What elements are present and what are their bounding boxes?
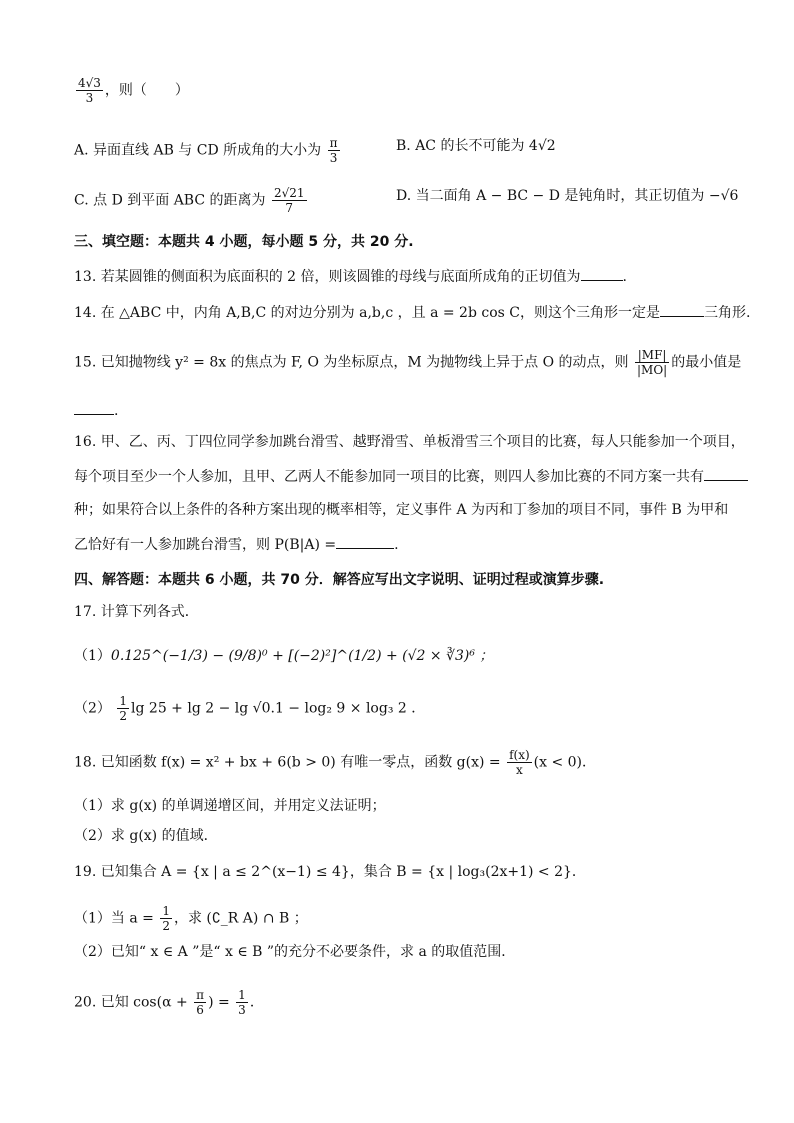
answer-blank (581, 266, 623, 281)
answer-blank (704, 466, 748, 481)
question-20: 20. 已知 cos(α + $\frac{\pi}{6}$ ) = $\frac{1}{3}$ ． (74, 988, 264, 1017)
question-18: 18. 已知函数 f(x) = x² + bx + 6(b > 0) 有唯一零点，函数 g(x) = $\frac{f(x)}{x}$ (x < 0)． (74, 748, 597, 777)
continued-question-line (74, 76, 754, 105)
fraction: $\frac{\pi}{3}$ (329, 136, 338, 165)
fraction: $\frac{|MF|}{|MO|}$ (637, 348, 668, 377)
question-17: 17. 计算下列各式． (74, 604, 199, 620)
fraction: $\frac{2√21}{7}$ (273, 186, 305, 215)
option-d: D. 当二面角 A − BC − D 是钝角时，其正切值为 −√6 (396, 188, 739, 204)
question-16-line-3: 种；如果符合以上条件的各种方案出现的概率相等，定义事件 A 为丙和丁参加的项目不同，事件 B 为甲和 (74, 502, 729, 518)
option-a: A. 异面直线 AB 与 CD 所成角的大小为 $\frac{\pi}{3}$ (74, 136, 338, 165)
question-prompt: ，则（ ） (104, 82, 189, 99)
fraction: $\frac{f(x)}{x}$ (509, 748, 530, 777)
question-15-continued: . (74, 400, 754, 421)
question-16-line-2: 每个项目至少一个人参加，且甲、乙两人不能参加同一项目的比赛，则四人参加比赛的不同方案一共有 (74, 466, 754, 487)
option-c: C. 点 D 到平面 ABC 的距离为 $\frac{2√21}{7}$ (74, 186, 305, 215)
question-17-part-2: （2） $\frac{1}{2}$ lg 25 + lg 2 − lg √0.1 − log₂ 9 × log₃ 2 ． (74, 694, 426, 723)
question-14: 14. 在 △ABC 中，内角 A,B,C 的对边分别为 a,b,c ，且 a = 2b cos C，则这个三角形一定是 三角形. (74, 302, 754, 323)
question-16-line-1: 16. 甲、乙、丙、丁四位同学参加跳台滑雪、越野滑雪、单板滑雪三个项目的比赛，每人只能参加一个项目， (74, 434, 745, 450)
fraction: $\frac{\pi}{6}$ (196, 988, 205, 1017)
fraction: $\frac{1}{2}$ (162, 904, 170, 933)
section-heading-fill-in: 三、填空题：本题共 4 小题，每小题 5 分，共 20 分. (74, 234, 414, 250)
question-16-line-4: 乙恰好有一人参加跳台滑雪，则 P(B|A) = . (74, 534, 754, 555)
fraction: $\frac{4√3}{3}$ (78, 76, 101, 105)
answer-blank (74, 400, 114, 415)
question-15: 15. 已知抛物线 y² = 8x 的焦点为 F, O 为坐标原点，M 为抛物线上异于点 O 的动点，则 $\frac{|MF|}{|MO|}$ 的最小值是 (74, 348, 742, 377)
answer-blank (336, 534, 394, 549)
question-18-part-1: （1）求 g(x) 的单调递增区间，并用定义法证明； (74, 798, 386, 814)
answer-blank (660, 302, 704, 317)
question-13: 13. 若某圆锥的侧面积为底面积的 2 倍，则该圆锥的母线与底面所成角的正切值为 . (74, 266, 754, 287)
section-heading-solutions: 四、解答题：本题共 6 小题，共 70 分．解答应写出文字说明、证明过程或演算步骤. (74, 572, 605, 588)
question-19: 19. 已知集合 A = {x | a ≤ 2^(x−1) ≤ 4}，集合 B = {x | log₃(2x+1) < 2}． (74, 864, 586, 880)
question-18-part-2: （2）求 g(x) 的值域． (74, 828, 218, 844)
fraction: $\frac{1}{2}$ (119, 694, 128, 723)
question-19-part-1: （1）当 a = $\frac{1}{2}$ ，求 (∁_R A) ∩ B ； (74, 904, 308, 933)
option-b: B. AC 的长不可能为 4√2 (396, 138, 556, 154)
question-19-part-2: （2）已知“ x ∈ A ”是“ x ∈ B ”的充分不必要条件，求 a 的取值范围． (74, 944, 516, 960)
fraction: $\frac{1}{3}$ (238, 988, 246, 1017)
question-17-part-1: （1）0.125^(−1/3) − (9/8)⁰ + [(−2)²]^(1/2) + (√2 × ∛3)⁶ ； (74, 648, 494, 664)
